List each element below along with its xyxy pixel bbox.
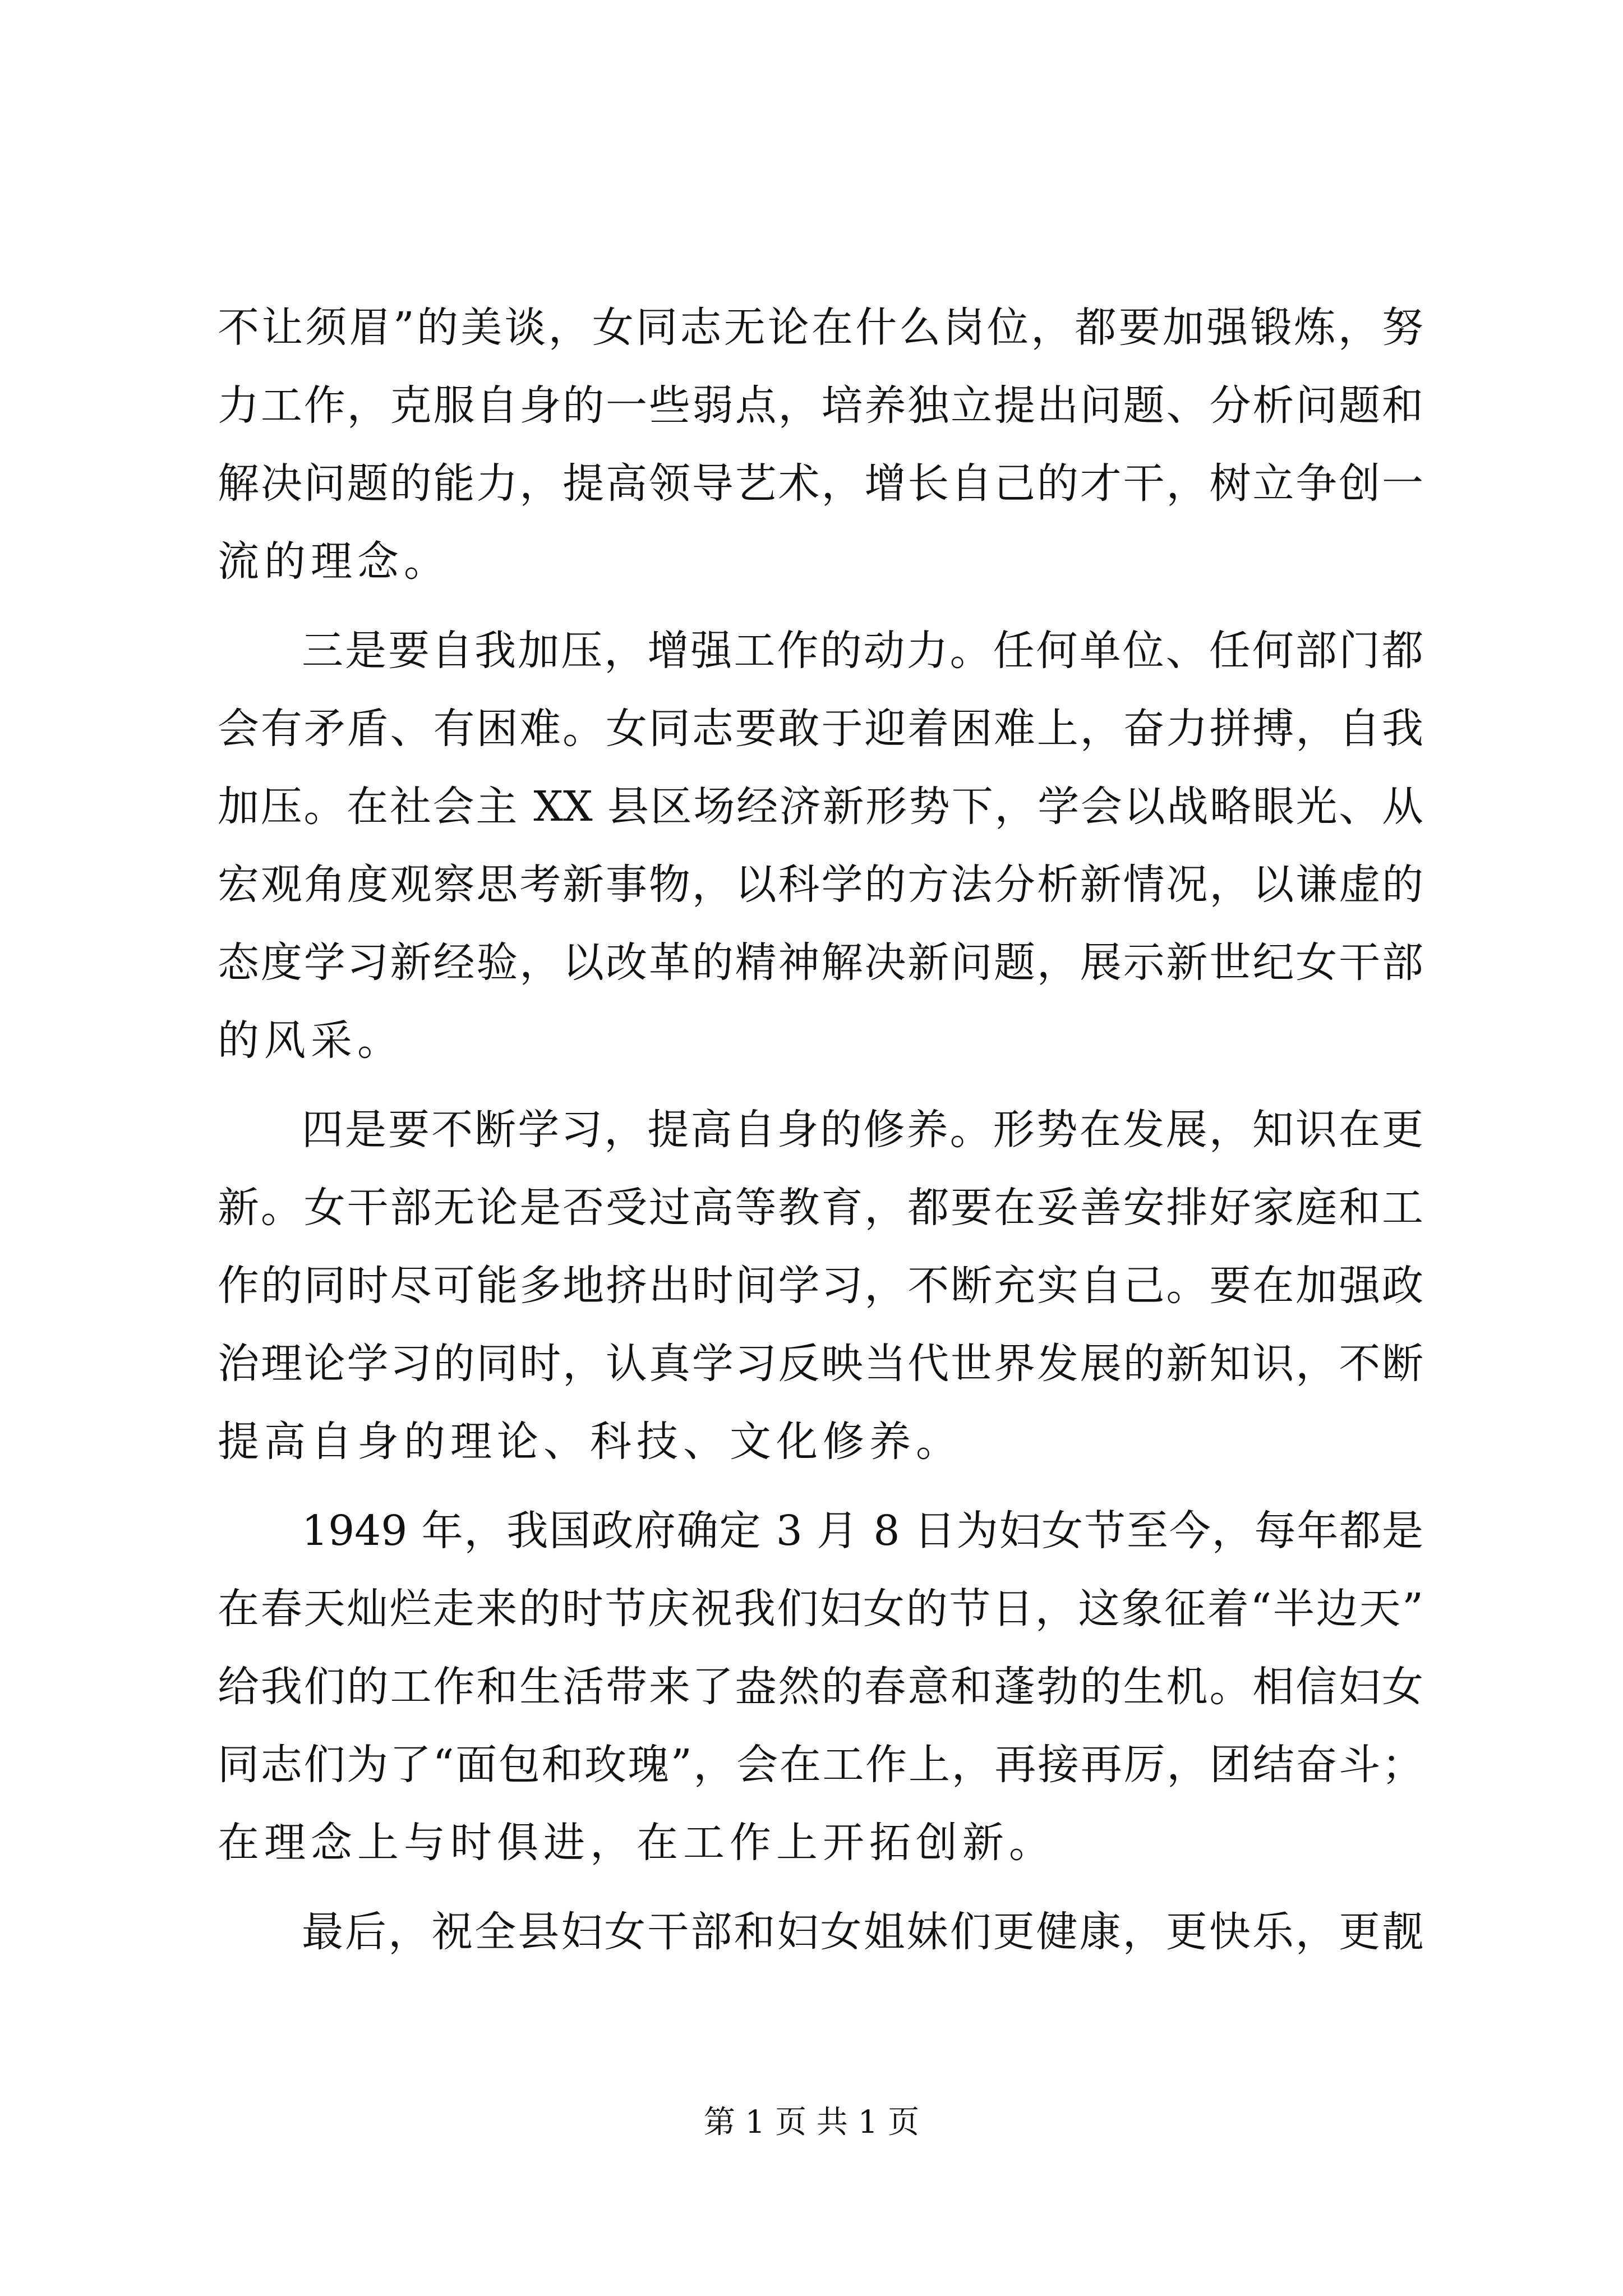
page-footer: 第 1 页 共 1 页 [703,2104,920,2141]
text-line: 1949 年，我国政府确定 3 月 8 日为妇女节至今，每年都是 [302,1507,1423,1555]
text-line: 力工作，克服自身的一些弱点，培养独立提出问题、分析问题和 [218,381,1423,430]
text-line: 解决问题的能力，提高领导艺术，增长自己的才干，树立争创一 [218,459,1423,508]
text-line: 最后，祝全县妇女干部和妇女姐妹们更健康，更快乐，更靓 [302,1908,1423,1956]
text-line: 的风采。 [218,1016,404,1065]
text-line: 治理论学习的同时，认真学习反映当代世界发展的新知识，不断 [218,1340,1423,1388]
text-line: 宏观角度观察思考新事物，以科学的方法分析新情况，以谦虚的 [218,861,1423,909]
text-line: 同志们为了“面包和玫瑰”，会在工作上，再接再厉，团结奋斗； [218,1741,1423,1789]
text-line: 态度学习新经验，以改革的精神解决新问题，展示新世纪女干部 [218,938,1423,987]
text-line: 三是要自我加压，增强工作的动力。任何单位、任何部门都 [302,627,1423,675]
text-line: 新。女干部无论是否受过高等教育，都要在妥善安排好家庭和工 [218,1184,1423,1232]
body-text [218,289,1423,1971]
text-line: 加压。在社会主 XX 县区场经济新形势下，学会以战略眼光、从 [218,783,1423,831]
text-line: 给我们的工作和生活带来了盎然的春意和蓬勃的生机。相信妇女 [218,1663,1423,1711]
text-line: 四是要不断学习，提高自身的修养。形势在发展，知识在更 [302,1106,1423,1154]
text-line: 流的理念。 [218,537,450,586]
text-line: 作的同时尽可能多地挤出时间学习，不断充实自己。要在加强政 [218,1262,1423,1310]
text-line: 在理念上与时俱进，在工作上开拓创新。 [218,1819,1055,1867]
text-line: 不让须眉”的美谈，女同志无论在什么岗位，都要加强锻炼，努 [218,303,1423,352]
text-line: 提高自身的理论、科技、文化修养。 [218,1418,962,1466]
text-line: 在春天灿烂走来的时节庆祝我们妇女的节日，这象征着“半边天” [218,1585,1423,1633]
text-line: 会有矛盾、有困难。女同志要敢于迎着困难上，奋力拼搏，自我 [218,705,1423,753]
